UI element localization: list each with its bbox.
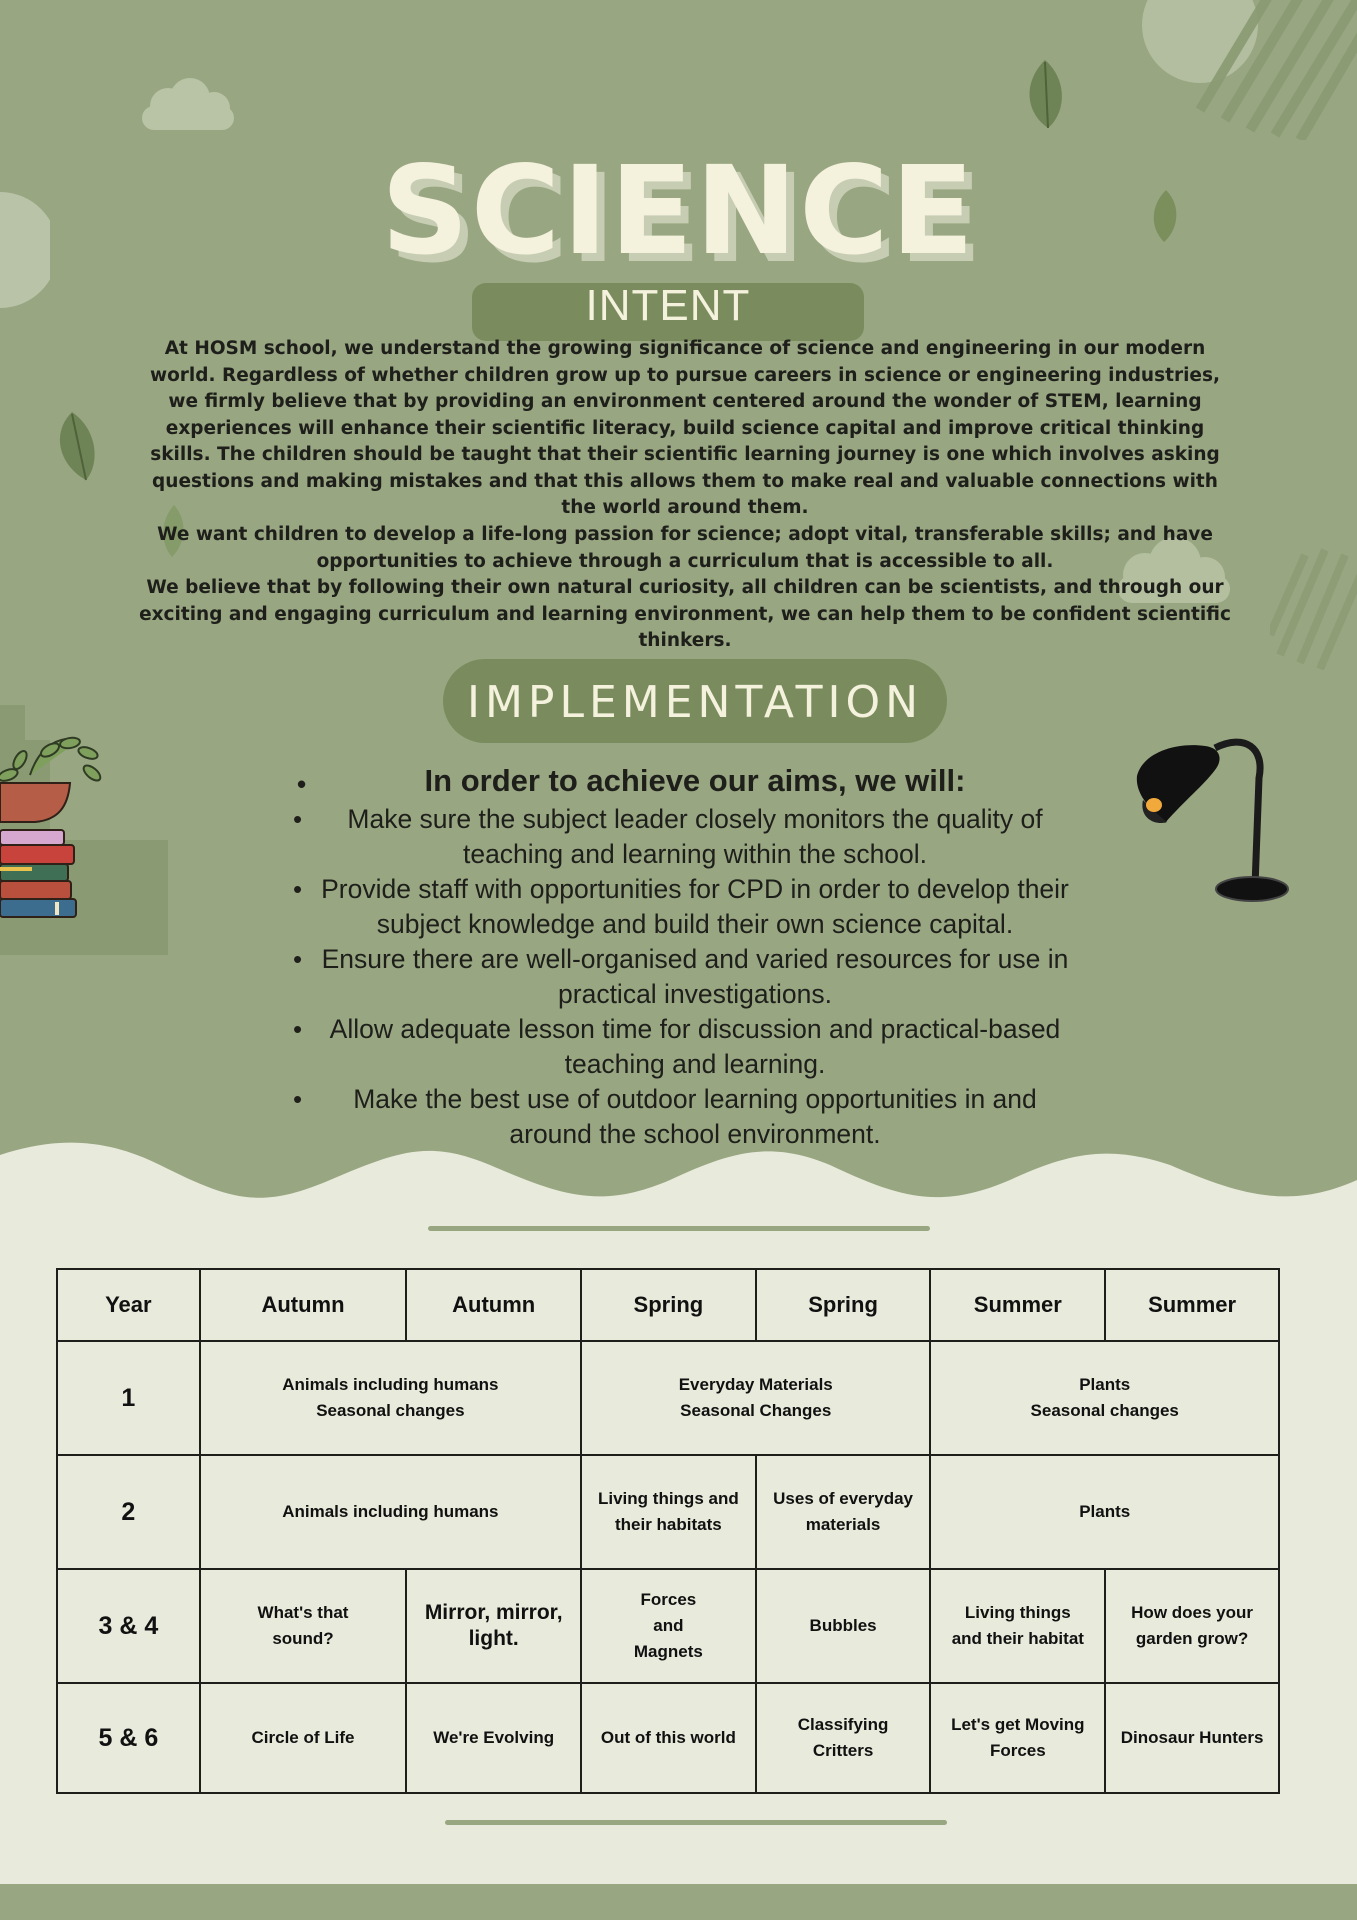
leaf-icon: [1020, 58, 1070, 130]
plant-books-icon: [0, 705, 175, 960]
table-cell: What's that sound?: [200, 1569, 407, 1683]
intent-heading: INTENT: [585, 281, 751, 330]
year-cell: 5 & 6: [57, 1683, 200, 1793]
year-cell: 2: [57, 1455, 200, 1569]
table-row: [57, 1569, 1279, 1683]
table-row: [57, 1683, 1279, 1793]
circle-decoration-top-right: [1140, 0, 1357, 140]
aims-lead: • In order to achieve our aims, we will:: [285, 760, 1085, 802]
table-row: [57, 1341, 1279, 1455]
table-cell: How does your garden grow?: [1105, 1569, 1279, 1683]
year-cell: 3 & 4: [57, 1569, 200, 1683]
divider-line: [428, 1226, 930, 1231]
list-item: • Allow adequate lesson time for discussion and practical-based teaching and learning.: [285, 1012, 1085, 1082]
table-header-cell: Summer: [930, 1269, 1105, 1341]
table-header-cell: Autumn: [406, 1269, 581, 1341]
striped-circle-decoration-right: [1270, 545, 1357, 670]
cloud-icon: [138, 76, 243, 136]
footer-bar: [0, 1884, 1357, 1920]
table-cell: Circle of Life: [200, 1683, 407, 1793]
list-item: • Ensure there are well-organised and varied resources for use in practical investigations.: [285, 942, 1085, 1012]
table-cell: Mirror, mirror, light.: [406, 1569, 581, 1683]
page-title: SCIENCE: [380, 140, 977, 282]
table-cell: Forces and Magnets: [581, 1569, 756, 1683]
table-cell: We're Evolving: [406, 1683, 581, 1793]
curriculum-table: [56, 1268, 1280, 1794]
table-header-cell: Spring: [756, 1269, 931, 1341]
aims-list: [285, 760, 1085, 1152]
implementation-heading: IMPLEMENTATION: [466, 677, 923, 728]
table-cell: Plants Seasonal changes: [930, 1341, 1279, 1455]
year-cell: 1: [57, 1341, 200, 1455]
table-cell: Let's get Moving Forces: [930, 1683, 1105, 1793]
divider-line: [445, 1820, 947, 1825]
table-header-row: [57, 1269, 1279, 1341]
table-cell: Living things and their habitats: [581, 1455, 756, 1569]
intent-paragraph-2: We want children to develop a life-long passion for science; adopt vital, transferable skills; and have opportunities to achieve through a curriculum that is accessible to all.: [157, 524, 1213, 572]
desk-lamp-icon: [1125, 738, 1295, 908]
table-row: [57, 1455, 1279, 1569]
table-cell: Dinosaur Hunters: [1105, 1683, 1279, 1793]
table-cell: Plants: [930, 1455, 1279, 1569]
intent-paragraph-1: At HOSM school, we understand the growing significance of science and engineering in our modern world. Regardless of whether children grow up to pursue careers in science or engineering industries, we firmly believe that by providing an environment centered around the wonder of STEM, learning experiences will enhance their scientific literacy, build science capital and improve critical thinking skills. The children should be taught that their scientific learning journey is one which involves asking questions and making mistakes and that this allows them to make real and valuable connections with the world around them.: [149, 338, 1221, 518]
table-cell: Out of this world: [581, 1683, 756, 1793]
wave-divider: [0, 1140, 1357, 1240]
table-cell: Living things and their habitat: [930, 1569, 1105, 1683]
table-header-cell: Autumn: [200, 1269, 407, 1341]
table-cell: Uses of everyday materials: [756, 1455, 931, 1569]
table-header-cell: Spring: [581, 1269, 756, 1341]
list-item: • Make sure the subject leader closely monitors the quality of teaching and learning within the school.: [285, 802, 1085, 872]
list-item: • Make the best use of outdoor learning opportunities in and around the school environment.: [285, 1082, 1085, 1152]
table-cell: Animals including humans Seasonal changes: [200, 1341, 581, 1455]
list-item: • Provide staff with opportunities for CPD in order to develop their subject knowledge and build their own science capital.: [285, 872, 1085, 942]
table-cell: Bubbles: [756, 1569, 931, 1683]
intent-paragraph-3: We believe that by following their own natural curiosity, all children can be scientists, and through our exciting and engaging curriculum and learning environment, we can help them to be confident scientific thinkers.: [139, 577, 1231, 651]
table-cell: Classifying Critters: [756, 1683, 931, 1793]
table-cell: Everyday Materials Seasonal Changes: [581, 1341, 930, 1455]
table-header-cell: Summer: [1105, 1269, 1279, 1341]
table-header-cell: Year: [57, 1269, 200, 1341]
leaf-icon: [52, 410, 100, 482]
table-cell: Animals including humans: [200, 1455, 581, 1569]
